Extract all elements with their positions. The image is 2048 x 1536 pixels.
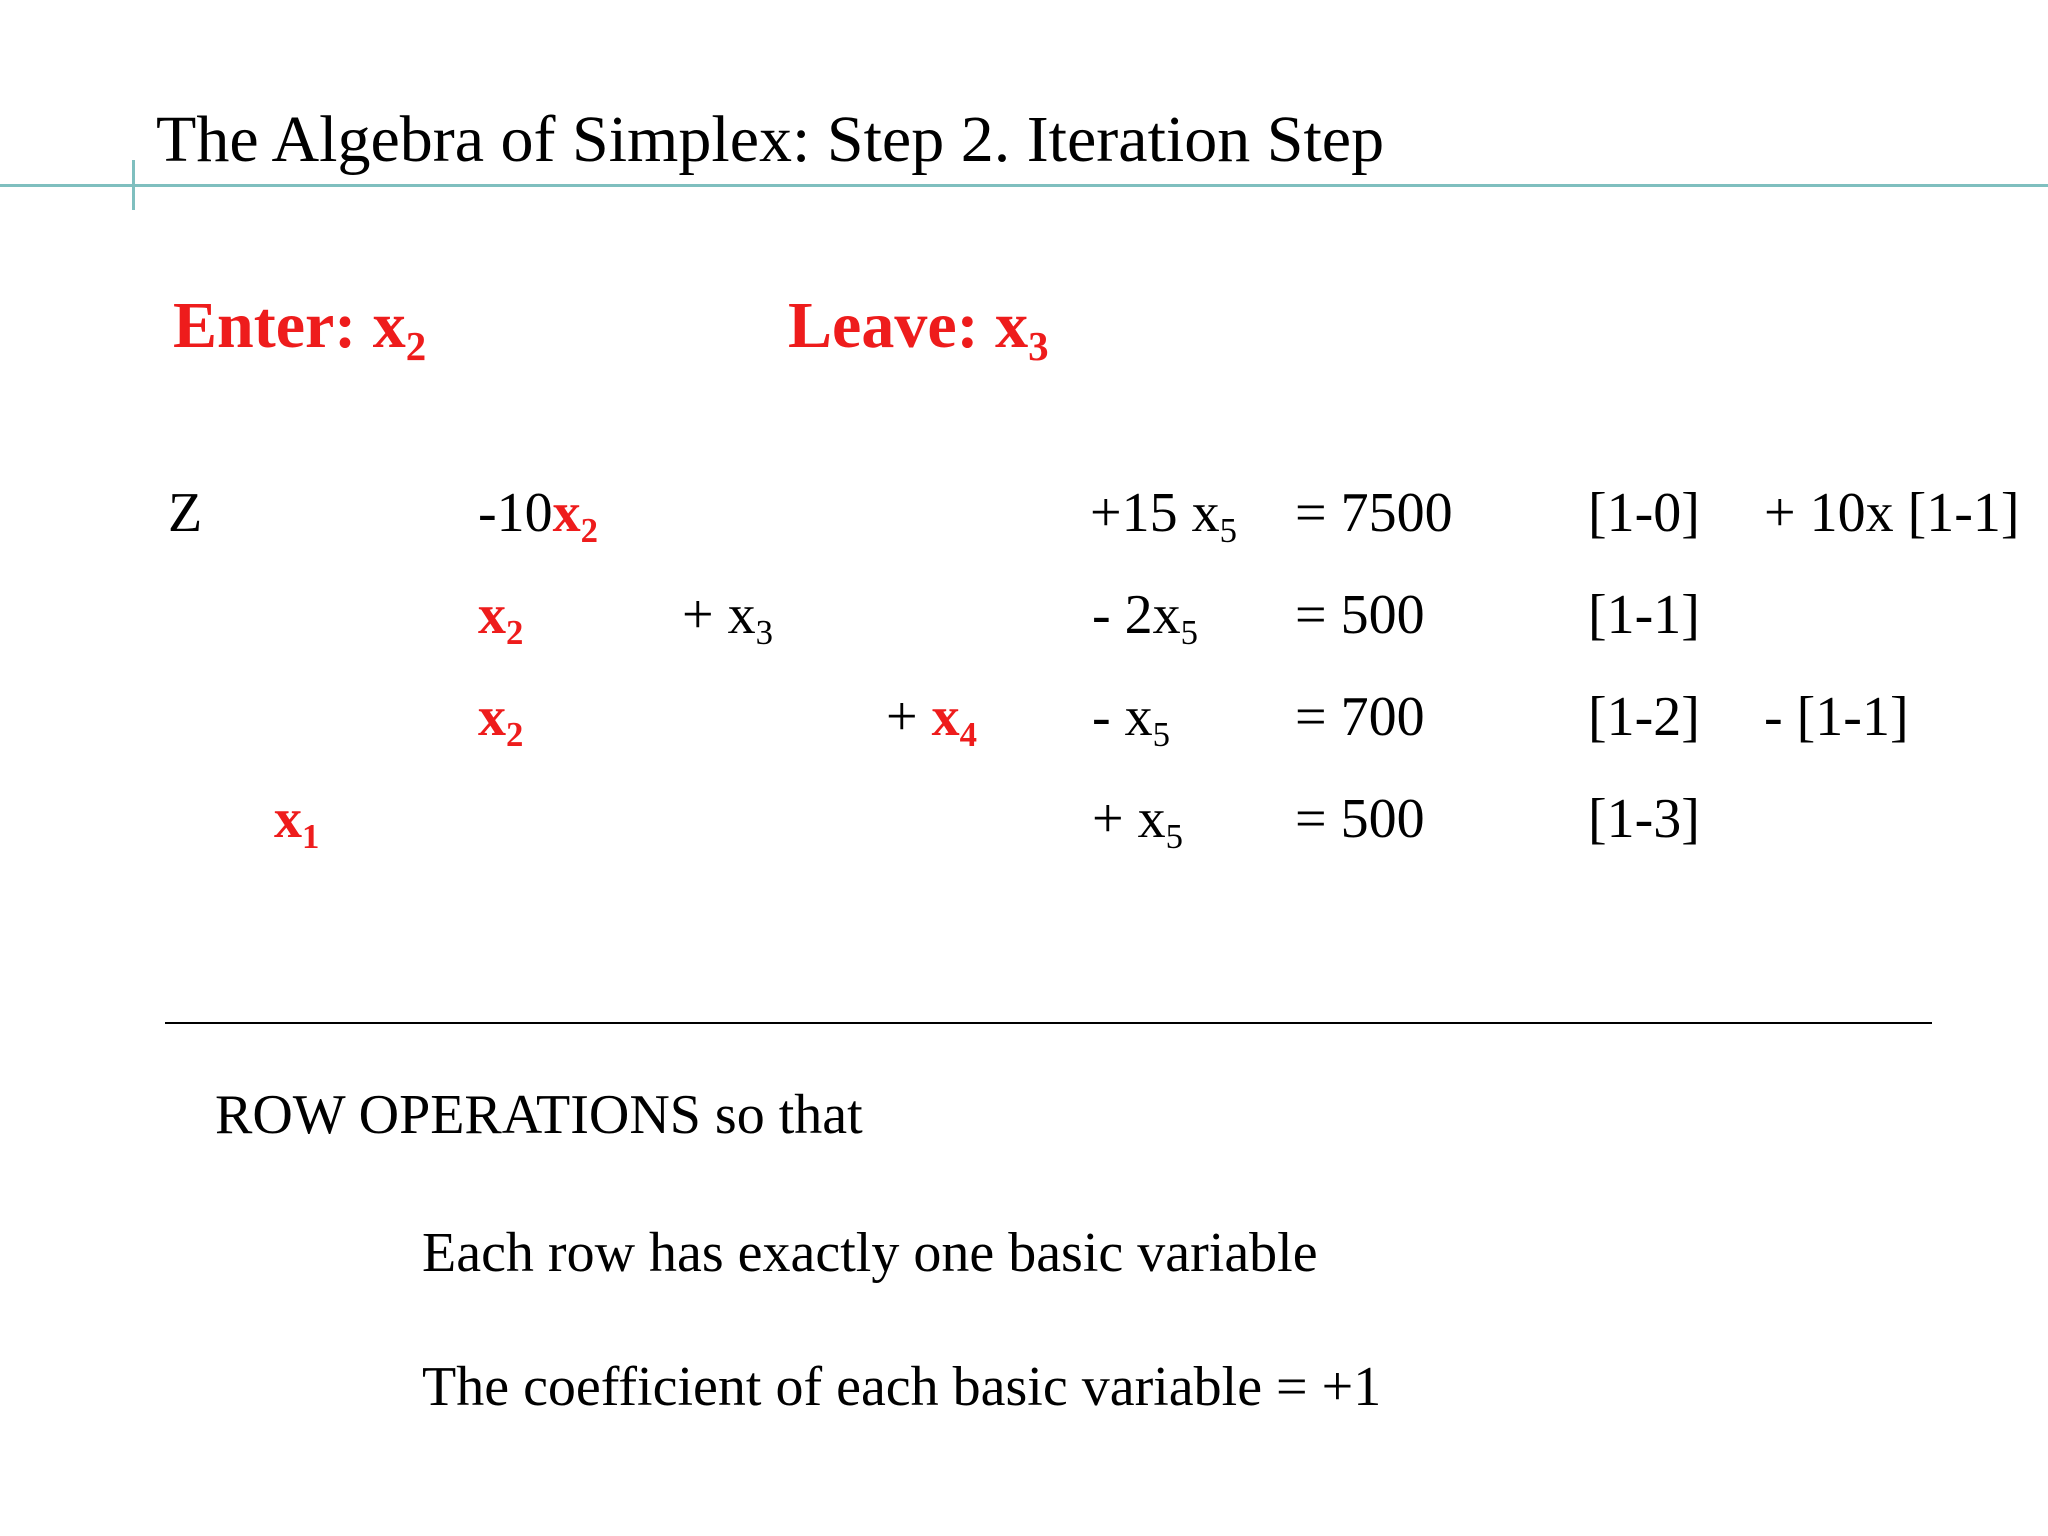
row3-label: [1-3] bbox=[1588, 788, 1700, 850]
row2-x5-term: - $x_5$ bbox=[1092, 686, 1171, 755]
row1-rhs: = 500 bbox=[1295, 584, 1425, 646]
row3-rhs: = 500 bbox=[1295, 788, 1425, 850]
row0-x2-term: $-10x_2$ bbox=[478, 482, 599, 551]
slide-title: The Algebra of Simplex: Step 2. Iteration Step bbox=[156, 103, 1385, 176]
row2-rhs: = 700 bbox=[1295, 686, 1425, 748]
title-rule bbox=[0, 184, 2048, 187]
row0-x5-term: +15 $x_5$ bbox=[1090, 482, 1237, 551]
row0-rhs: = 7500 bbox=[1295, 482, 1453, 544]
notes-item-2: The coefficient of each basic variable = +1 bbox=[422, 1356, 1382, 1418]
enter-label: Enter: $x_2$ bbox=[173, 289, 427, 370]
section-divider bbox=[165, 1022, 1932, 1024]
notes-item-1: Each row has exactly one basic variable bbox=[422, 1222, 1318, 1284]
row1-x2: $x_2$ bbox=[478, 584, 524, 653]
row2-x4-term: + $x_4$ bbox=[886, 686, 977, 755]
row1-label: [1-1] bbox=[1588, 584, 1700, 646]
leave-label: Leave: $x_3$ bbox=[788, 289, 1049, 370]
row0-operation: + 10x [1-1] bbox=[1764, 482, 2020, 544]
row0-label: [1-0] bbox=[1588, 482, 1700, 544]
title-rule-tick bbox=[132, 160, 135, 210]
row1-x3-term: + $x_3$ bbox=[682, 584, 773, 653]
row2-label: [1-2] bbox=[1588, 686, 1700, 748]
row1-x5-term: - $2x_5$ bbox=[1092, 584, 1199, 653]
row3-x1: $x_1$ bbox=[274, 788, 320, 857]
row2-operation: - [1-1] bbox=[1764, 686, 1909, 748]
row2-x2: $x_2$ bbox=[478, 686, 524, 755]
row0-z: Z bbox=[168, 482, 203, 544]
notes-heading: ROW OPERATIONS so that bbox=[215, 1084, 863, 1146]
row3-x5-term: + $x_5$ bbox=[1092, 788, 1183, 857]
